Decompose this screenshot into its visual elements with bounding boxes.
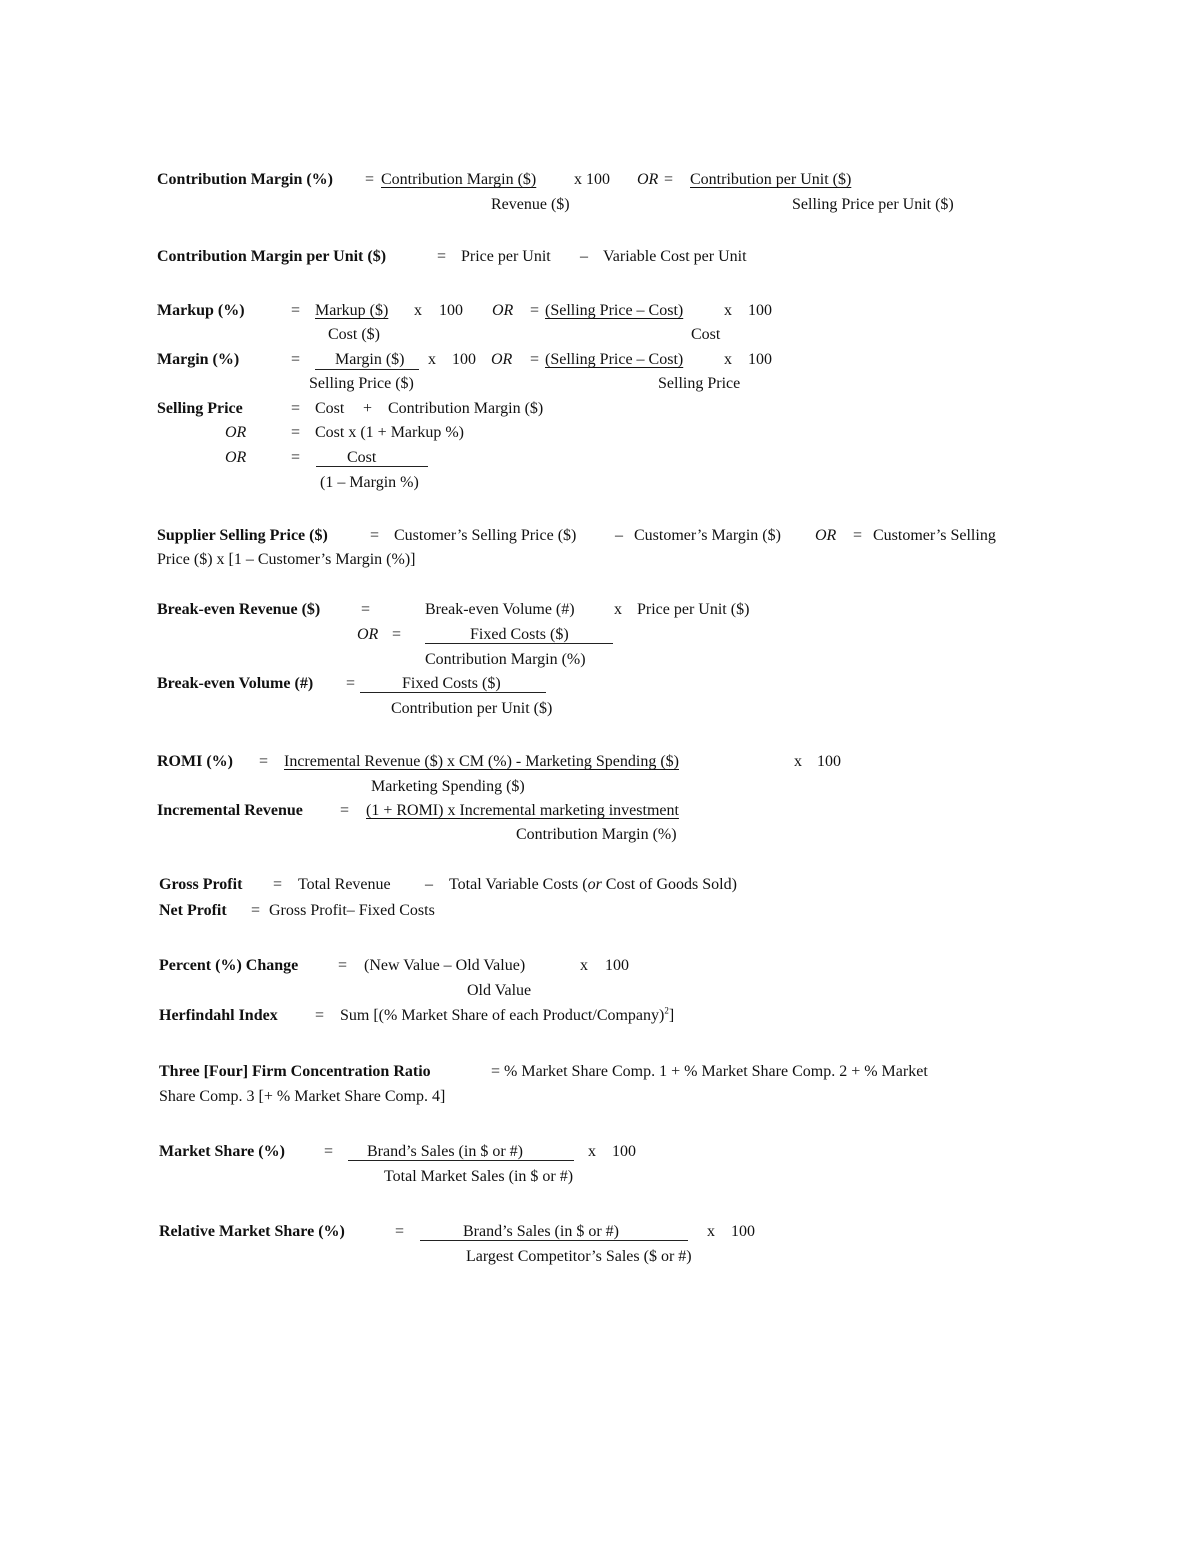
ms-x: x: [588, 1143, 596, 1160]
gp-or: or: [587, 876, 602, 893]
ssp-line-2: Price ($) x [1 – Customer’s Margin (%)]: [157, 551, 416, 568]
cmu-equals: =: [437, 248, 447, 265]
sp-equals-1: =: [291, 400, 301, 417]
markup-numerator-2: (Selling Price – Cost): [545, 302, 684, 319]
ssp-equals-2: =: [853, 527, 863, 544]
rms-equals: =: [395, 1223, 405, 1240]
gp-cogs: Cost of Goods Sold): [601, 876, 737, 893]
cmu-minus: –: [580, 248, 588, 265]
hi-label: Herfindahl Index: [159, 1007, 278, 1024]
ssp-or: OR: [815, 527, 837, 544]
rms-x: x: [707, 1223, 715, 1240]
np-label: Net Profit: [159, 902, 227, 919]
margin-numerator-2: (Selling Price – Cost): [545, 351, 684, 368]
pc-numerator: (New Value – Old Value): [364, 957, 526, 974]
bev-numerator: Fixed Costs ($): [402, 675, 501, 692]
bev-denominator: Contribution per Unit ($): [391, 700, 553, 717]
hi-equals: =: [315, 1007, 325, 1024]
cmu-label: Contribution Margin per Unit ($): [157, 248, 387, 265]
markup-numerator: Markup ($): [315, 302, 389, 319]
gp-variable-costs-text: Total Variable Costs (: [449, 876, 588, 893]
ber-or: OR: [357, 626, 379, 643]
increv-numerator: (1 + ROMI) x Incremental marketing investment: [366, 802, 679, 819]
markup-denominator: Cost ($): [328, 326, 380, 343]
ber-equals: =: [361, 601, 371, 618]
gp-equals: =: [273, 876, 283, 893]
markup-100-2: 100: [748, 302, 772, 319]
margin-equals-2: =: [530, 351, 540, 368]
sp-fraction-bar: [316, 466, 428, 467]
fcr-line-1: = % Market Share Comp. 1 + % Market Share Comp. 2 + % Market: [491, 1063, 928, 1080]
fcr-label: Three [Four] Firm Concentration Ratio: [159, 1063, 431, 1080]
margin-denominator: Selling Price ($): [309, 375, 414, 392]
markup-100: 100: [439, 302, 463, 319]
cm-equals-2: =: [664, 171, 674, 188]
ssp-customer-selling-price: Customer’s Selling Price ($): [394, 527, 577, 544]
sp-cost: Cost: [315, 400, 345, 417]
fcr-line-2: Share Comp. 3 [+ % Market Share Comp. 4]: [159, 1088, 446, 1105]
sp-contribution-margin: Contribution Margin ($): [388, 400, 544, 417]
ms-100: 100: [612, 1143, 636, 1160]
sp-or-2: OR: [225, 449, 247, 466]
pc-equals: =: [338, 957, 348, 974]
increv-denominator: Contribution Margin (%): [516, 826, 677, 843]
romi-equals: =: [259, 753, 269, 770]
ber-x: x: [614, 601, 622, 618]
increv-equals: =: [340, 802, 350, 819]
gp-total-revenue: Total Revenue: [298, 876, 391, 893]
increv-label: Incremental Revenue: [157, 802, 303, 819]
hi-exponent: 2: [664, 1005, 669, 1016]
sp-plus: +: [363, 400, 373, 417]
rms-numerator: Brand’s Sales (in $ or #): [463, 1223, 619, 1240]
sp-equals-3: =: [291, 449, 301, 466]
margin-100-2: 100: [748, 351, 772, 368]
rms-fraction-bar: [420, 1240, 688, 1241]
ms-label: Market Share (%): [159, 1143, 285, 1160]
sp-or-1: OR: [225, 424, 247, 441]
sp-markup-formula: Cost x (1 + Markup %): [315, 424, 465, 441]
pc-x: x: [580, 957, 588, 974]
cm-equals: =: [365, 171, 375, 188]
cm-denominator: Revenue ($): [491, 196, 570, 213]
ssp-minus: –: [615, 527, 623, 544]
ber-price-per-unit: Price per Unit ($): [637, 601, 750, 618]
romi-x: x: [794, 753, 802, 770]
pc-label: Percent (%) Change: [159, 957, 299, 974]
ssp-equals: =: [370, 527, 380, 544]
bev-label: Break-even Volume (#): [157, 675, 314, 692]
cm-times: x 100: [574, 171, 610, 188]
romi-100: 100: [817, 753, 841, 770]
markup-equals: =: [291, 302, 301, 319]
ms-numerator: Brand’s Sales (in $ or #): [367, 1143, 523, 1160]
ber-denominator: Contribution Margin (%): [425, 651, 586, 668]
markup-equals-2: =: [530, 302, 540, 319]
romi-label: ROMI (%): [157, 753, 233, 770]
cm-label: Contribution Margin (%): [157, 171, 333, 188]
gp-minus: –: [425, 876, 433, 893]
pc-denominator: Old Value: [467, 982, 532, 999]
ssp-label: Supplier Selling Price ($): [157, 527, 328, 544]
sp-denominator: (1 – Margin %): [320, 474, 419, 491]
rms-denominator: Largest Competitor’s Sales ($ or #): [466, 1248, 692, 1265]
cm-or: OR: [637, 171, 659, 188]
np-formula: Gross Profit– Fixed Costs: [269, 902, 435, 919]
margin-100: 100: [452, 351, 476, 368]
rms-100: 100: [731, 1223, 755, 1240]
margin-x-2: x: [724, 351, 732, 368]
margin-label: Margin (%): [157, 351, 240, 368]
margin-fraction-bar: [315, 369, 419, 370]
ber-numerator: Fixed Costs ($): [470, 626, 569, 643]
ms-equals: =: [324, 1143, 334, 1160]
ber-label: Break-even Revenue ($): [157, 601, 321, 618]
romi-denominator: Marketing Spending ($): [371, 778, 525, 795]
markup-denominator-2: Cost: [691, 326, 721, 343]
cm-numerator: Contribution Margin ($): [381, 171, 537, 188]
bev-equals: =: [346, 675, 356, 692]
sp-equals-2: =: [291, 424, 301, 441]
romi-numerator: Incremental Revenue ($) x CM (%) - Marketing Spending ($): [284, 753, 679, 770]
bev-fraction-bar: [360, 692, 546, 693]
ms-denominator: Total Market Sales (in $ or #): [384, 1168, 574, 1185]
ms-fraction-bar: [348, 1160, 574, 1161]
markup-x: x: [414, 302, 422, 319]
margin-or: OR: [491, 351, 513, 368]
ssp-customer-selling: Customer’s Selling: [873, 527, 996, 544]
hi-formula: [340, 1005, 675, 1024]
cm-numerator-2: Contribution per Unit ($): [690, 171, 852, 188]
margin-denominator-2: Selling Price: [658, 375, 741, 392]
ber-fraction-bar: [425, 643, 613, 644]
markup-or: OR: [492, 302, 514, 319]
np-equals: =: [251, 902, 261, 919]
margin-x: x: [428, 351, 436, 368]
hi-sum: Sum [(% Market Share of each Product/Company): [340, 1007, 665, 1024]
ber-volume: Break-even Volume (#): [425, 601, 575, 618]
cmu-term-b: Variable Cost per Unit: [603, 248, 747, 265]
gp-label: Gross Profit: [159, 876, 243, 893]
rms-label: Relative Market Share (%): [159, 1223, 345, 1240]
markup-x-2: x: [724, 302, 732, 319]
margin-equals: =: [291, 351, 301, 368]
hi-close: ]: [668, 1007, 675, 1024]
ssp-customer-margin: Customer’s Margin ($): [634, 527, 781, 544]
sp-label: Selling Price: [157, 400, 243, 417]
margin-numerator: Margin ($): [335, 351, 405, 368]
gp-variable-costs: [449, 877, 737, 893]
ber-equals-2: =: [392, 626, 402, 643]
cmu-term-a: Price per Unit: [461, 248, 551, 265]
sp-numerator: Cost: [347, 449, 377, 466]
cm-denominator-2: Selling Price per Unit ($): [792, 196, 954, 213]
pc-100: 100: [605, 957, 629, 974]
markup-label: Markup (%): [157, 302, 245, 319]
